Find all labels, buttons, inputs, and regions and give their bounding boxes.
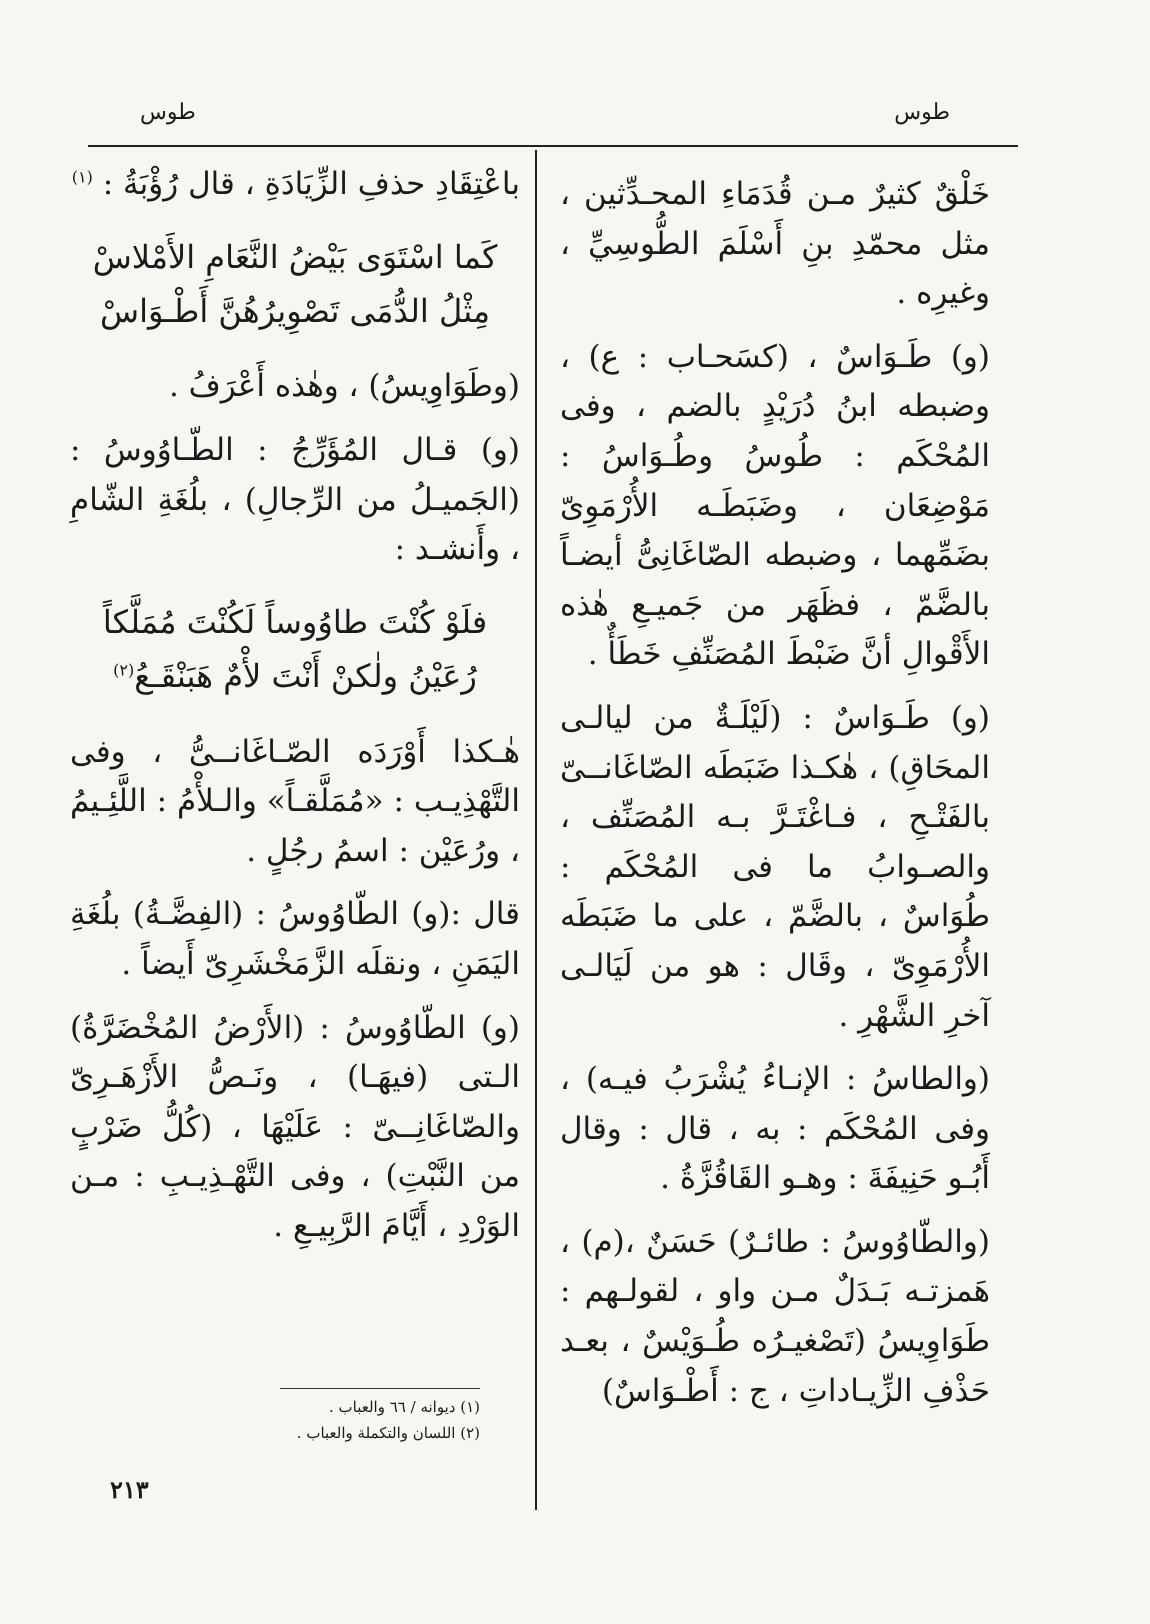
poem-line: مِثْلُ الدُّمَى تَصْوِيرُهُنَّ أَطْـوَاسْ bbox=[100, 291, 490, 330]
footnote: (١) ديوانه / ٦٦ والعباب . bbox=[329, 1398, 480, 1416]
page-number: ٢١٣ bbox=[110, 1475, 149, 1504]
paragraph: هٰـكذا أَوْرَدَه الصّـاغَانــىُّ ، وفى التَّهْذِيـب : «مُمَلَّقـاً» والـلأْمُ : اللَّئِـيمُ ، ورُعَيْن : اسمُ رجُلٍ . bbox=[70, 733, 520, 869]
paragraph: (والطّاوُوسُ : طائـرٌ) حَسَنٌ ،(م) ، هَمزتـه بَـدَلٌ مـن واو ، لقولـهم : طَوَاوِيسُ (تَصْغيـرُه طُـوَيْسٌ ، بعـد حَذْفِ الزِّيـاداتِ ، ج : أَطْـوَاسٌ) bbox=[560, 1223, 990, 1409]
running-head-right: طوس bbox=[894, 100, 950, 125]
left-column bbox=[70, 160, 520, 1265]
column-divider bbox=[535, 150, 537, 1510]
footnote-ref: (٢) bbox=[113, 660, 135, 680]
paragraph: (و) طَـوَاسٌ : (لَيْلَـةٌ من ليالـى المحَاقِ) ، هٰكـذا ضَبَطَه الصّاغَانــىّ بالفَتْـحِ ، فـاغْتَـرَّ بـه المُصَنِّف ، والصـوابُ ما فى المُحْكَم : طُوَاسٌ ، بالضَّمّ ، على ما ضَبَطَه الأُرْمَوِىّ ، وقَال : هو من لَيَالـى آخرِ الشَّهْرِ . bbox=[560, 699, 990, 1034]
poem-line: كَما اسْتَوَى بَيْضُ النَّعَامِ الأَمْلاسْ bbox=[92, 237, 498, 276]
paragraph: قال :(و) الطّاوُوسُ : (الفِضَّـةُ) بلُغَةِ اليَمَنِ ، ونقلَه الزَّمَخْشَرِىّ أَيضاً . bbox=[70, 896, 520, 982]
intro-text: باعْتِقَادِ حذفِ الزِّيَادَةِ ، قال رُؤْبَةُ : bbox=[102, 166, 520, 202]
intro-line bbox=[70, 160, 520, 210]
paragraph: (وطَوَاوِيسُ) ، وهٰذه أَعْرَفُ . bbox=[168, 368, 520, 405]
running-head-left: طوس bbox=[140, 100, 196, 125]
paragraph: (و) الطّاوُوسُ : (الأَرْضُ المُخْضَرَّةُ) الـتى (فيهَـا) ، ونَـصُّ الأَزْهَـرِىّ والصّاغَانِــىّ : عَلَيْهَا ، (كُلُّ ضَرْبٍ من النَّبْتِ) ، وفى التَّهْـذِيـبِ : مـن الوَرْدِ ، أَيَّامَ الرَّبِيـعِ . bbox=[70, 1009, 520, 1244]
poem-verse-1 bbox=[70, 230, 520, 339]
paragraph: (و) طَـوَاسٌ ، (كسَحـاب : ع) ، وضبطه ابنُ دُرَيْدٍ بالضم ، وفى المُحْكَم : طُوسُ وطُـوَاسُ : مَوْضِعَان ، وضَبَطَـه الأُرْمَوِىّ بضَمِّهما ، وضبطه الصّاغَانِىُّ أيضـاً بالضَّمّ ، فظَهَر من جَميـعِ هٰذه الأَقْوالِ أنَّ ضَبْطَ المُصَنِّفِ خَطَأٌ . bbox=[560, 338, 990, 673]
poem-verse-2 bbox=[70, 595, 520, 704]
poem-line bbox=[70, 649, 520, 703]
header-rule bbox=[88, 145, 1018, 147]
footnote-rule bbox=[280, 1388, 480, 1389]
paragraph: خَلْقٌ كثيرٌ مـن قُدَمَاءِ المحـدِّثين ، مثل محمّدِ بنِ أَسْلَمَ الطُّوسِيِّ ، وغيرِه . bbox=[560, 176, 990, 312]
right-column bbox=[560, 170, 990, 1430]
paragraph: (و) قـال المُؤَرِّجُ : الطّـاوُوسُ : (الجَميـلُ من الرِّجالِ) ، بلُغَةِ الشّامِ ، وأَنشـد : bbox=[70, 431, 520, 568]
paragraph: (والطاسُ : الإنـاءُ يُشْرَبُ فيـه) ، وفى المُحْكَم : به ، قال : وقال أَبُـو حَنِيفَةَ : وهـو القَاقُزَّةُ . bbox=[560, 1061, 990, 1197]
footnote: (٢) اللسان والتكملة والعباب . bbox=[296, 1423, 480, 1442]
footnotes bbox=[200, 1395, 480, 1446]
footnote-ref: (١) bbox=[71, 167, 93, 187]
poem-line: فلَوْ كُنْتَ طاوُوساً لَكُنْتَ مُمَلَّكاً bbox=[102, 602, 488, 641]
poem-line-text: رُعَيْنُ ولٰكنْ أَنْتَ لأْمٌ هَبَنْقَـعُ bbox=[134, 657, 477, 696]
